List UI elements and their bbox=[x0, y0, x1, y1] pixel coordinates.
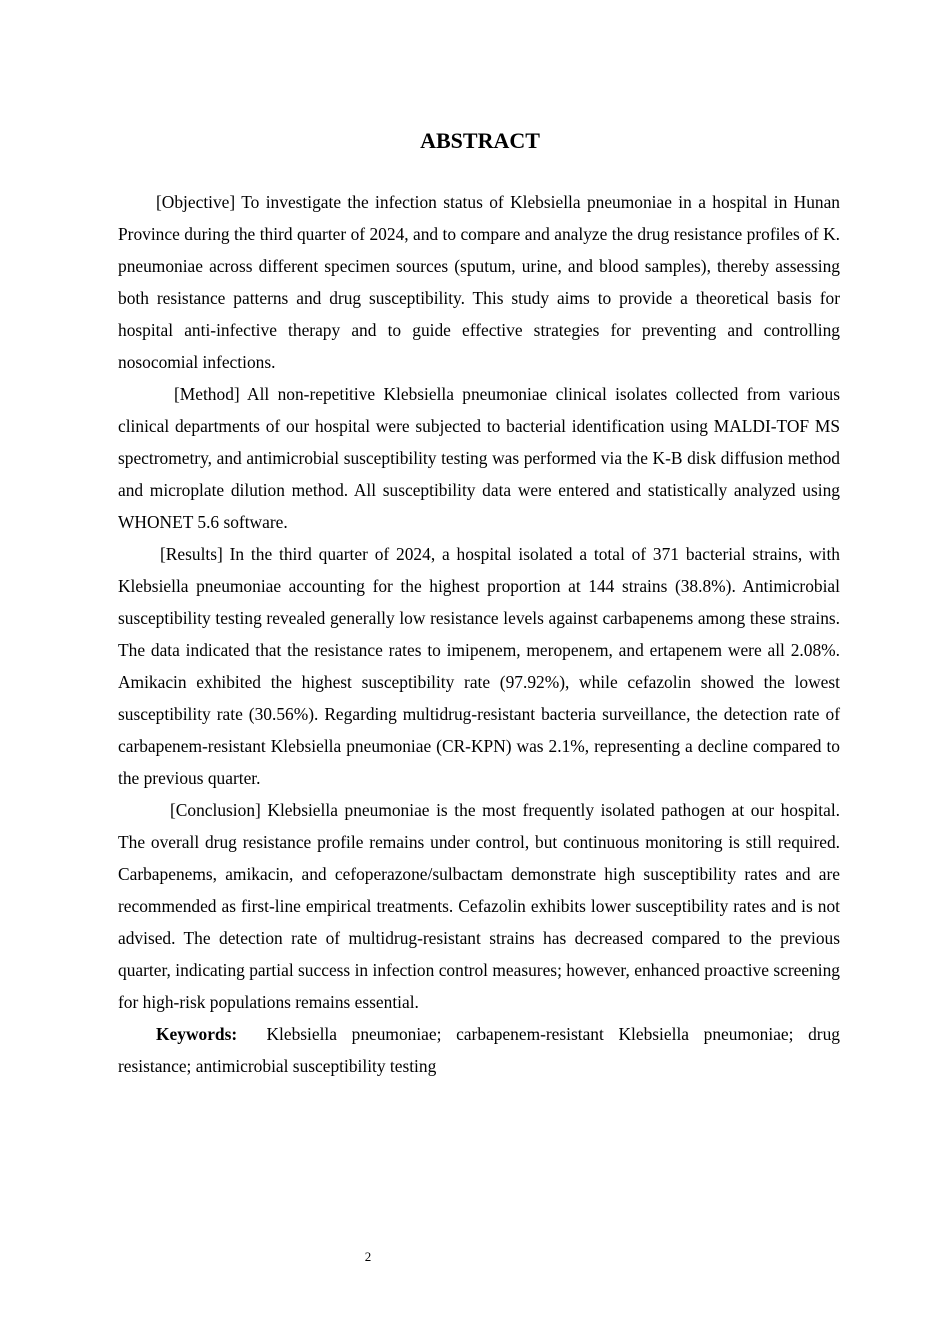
abstract-title: ABSTRACT bbox=[420, 128, 540, 153]
keywords-paragraph bbox=[118, 1018, 840, 1082]
conclusion-paragraph: [Conclusion] Klebsiella pneumoniae is the most frequently isolated pathogen at our hospital. The overall drug resistance profile remains under control, but continuous monitoring is still required. Carbapenems, amikacin, and cefoperazone/sulbactam demonstrate high susceptibility rates and are recommended as first-line empirical treatments. Cefazolin exhibits lower susceptibility rates and is not advised. The detection rate of multidrug-resistant strains has decreased compared to the previous quarter, indicating partial success in infection control measures; however, enhanced proactive screening for high-risk populations remains essential. bbox=[118, 800, 840, 1012]
objective-paragraph: [Objective] To investigate the infection status of Klebsiella pneumoniae in a hospital in Hunan Province during the third quarter of 2024, and to compare and analyze the drug resistance profiles of K. pneumoniae across different specimen sources (sputum, urine, and blood samples), thereby assessing both resistance patterns and drug susceptibility. This study aims to provide a theoretical basis for hospital anti-infective therapy and to guide effective strategies for preventing and controlling nosocomial infections. bbox=[118, 192, 840, 372]
keywords-text: Klebsiella pneumoniae; carbapenem-resistant Klebsiella pneumoniae; drug resistance; antimicrobial susceptibility testing bbox=[118, 1024, 840, 1076]
results-paragraph: [Results] In the third quarter of 2024, a hospital isolated a total of 371 bacterial strains, with Klebsiella pneumoniae accounting for the highest proportion at 144 strains (38.8%). Antimicrobial susceptibility testing revealed generally low resistance levels against carbapenems among these strains. The data indicated that the resistance rates to imipenem, meropenem, and ertapenem were all 2.08%. Amikacin exhibited the highest susceptibility rate (97.92%), while cefazolin showed the lowest susceptibility rate (30.56%). Regarding multidrug-resistant bacteria surveillance, the detection rate of carbapenem-resistant Klebsiella pneumoniae (CR-KPN) was 2.1%, representing a decline compared to the previous quarter. bbox=[118, 544, 840, 788]
page-number: 2 bbox=[364, 1249, 372, 1264]
keywords-label: Keywords: bbox=[156, 1024, 238, 1044]
method-paragraph: [Method] All non-repetitive Klebsiella pneumoniae clinical isolates collected from various clinical departments of our hospital were subjected to bacterial identification using MALDI-TOF MS spectrometry, and antimicrobial susceptibility testing was performed via the K-B disk diffusion method and microplate dilution method. All susceptibility data were entered and statistically analyzed using WHONET 5.6 software. bbox=[118, 384, 840, 532]
abstract-body bbox=[118, 186, 840, 1082]
